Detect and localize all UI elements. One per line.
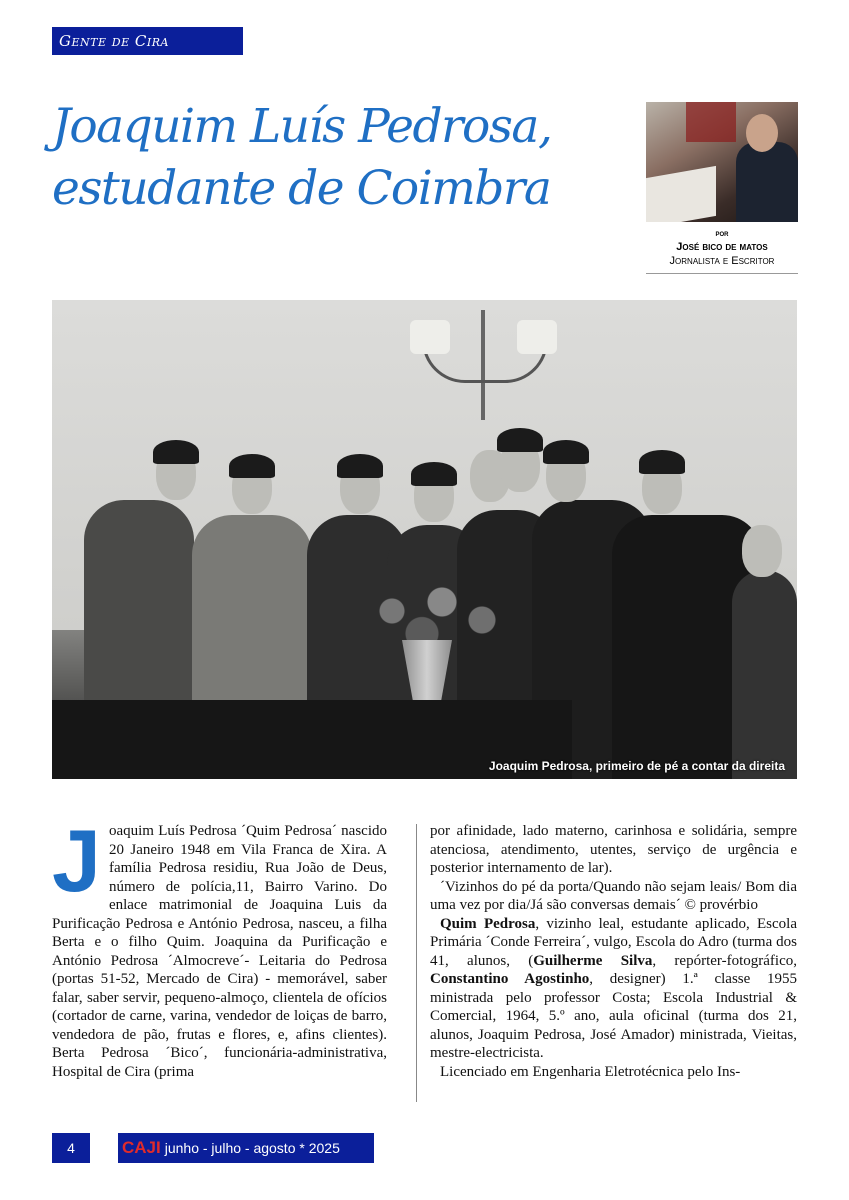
person-1-hair bbox=[153, 440, 199, 464]
person-7-hair bbox=[543, 440, 589, 464]
person-2-hair bbox=[229, 454, 275, 478]
paragraph-3-text-1: , vizinho leal, estudante aplicado, Escola Primária ´Conde Ferreira´, vulgo, Escola do Adro (turma dos 41, alunos, ( bbox=[430, 915, 797, 969]
byline-author: José bico de matos bbox=[676, 241, 768, 253]
article-paragraph-1: por afinidade, lado materno, carinhosa e solidária, sempre atenciosa, atendimento, utentes, serviço de urgência e posterior internamento de lar). bbox=[430, 823, 797, 876]
column-divider bbox=[416, 824, 417, 1102]
article-left-text: oaquim Luís Pedrosa ´Quim Pedrosa´ nascido 20 Janeiro 1948 em Vila Franca de Xira. A família Pedrosa residiu, Rua João de Deus, número de polícia,11, Bairro Varino. Do enlace matrimonial de Joaquina Luis da Purificação Pedrosa e António Pedrosa, nasceu, a filha Berta e o filho Quim. Joaquina da Purificação e António Pedrosa ´Almocreve´- Leitaria do Pedrosa (portas 51-52, Mercado de Cira) - memorável, saber falar, saber servir, pequeno-almoço, clientela de ofícios (cortador de carne, varina, vendedor de loiças de barro, vendedora de pão, frutas e flores, e, afins clientes). Berta Pedrosa ´Bico´, funcionária-administrativa, Hospital de Cira (prima bbox=[52, 823, 387, 1080]
author-photo bbox=[646, 102, 798, 222]
author-photo-background bbox=[686, 102, 736, 142]
person-6-hair bbox=[497, 428, 543, 452]
byline-role: Jornalista e Escritor bbox=[669, 255, 775, 267]
lamp-shade-left bbox=[410, 320, 450, 354]
article-paragraph-2: ´Vizinhos do pé da porta/Quando não sejam leais/ Bom dia uma vez por dia/Já são conversas demais´ © provérbio bbox=[430, 878, 797, 913]
main-photo bbox=[52, 300, 797, 779]
person-4-hair bbox=[411, 462, 457, 486]
byline-por: por bbox=[715, 228, 729, 238]
bold-name-constantino: Constantino Agostinho bbox=[430, 971, 590, 987]
lamp-shade-right bbox=[517, 320, 557, 354]
person-8-hair bbox=[639, 450, 685, 474]
article-title-line-1: Joaquim Luís Pedrosa, bbox=[52, 99, 552, 154]
magazine-issue: junho - julho - agosto * 2025 bbox=[164, 1140, 340, 1156]
bold-name-guilherme: Guilherme Silva bbox=[533, 952, 653, 969]
photo-caption: Joaquim Pedrosa, primeiro de pé a contar da direita bbox=[488, 759, 785, 773]
drop-cap: J bbox=[52, 811, 101, 910]
magazine-footer bbox=[118, 1133, 374, 1163]
magazine-brand: CAJI bbox=[122, 1138, 161, 1157]
section-tag: Gente de Cira bbox=[52, 27, 243, 55]
person-3-hair bbox=[337, 454, 383, 478]
byline-divider bbox=[646, 273, 798, 274]
article-paragraph-3 bbox=[430, 915, 797, 1063]
person-2 bbox=[192, 515, 312, 705]
article-title bbox=[52, 96, 632, 220]
author-photo-papers bbox=[646, 166, 716, 222]
article-paragraph-4: Licenciado em Engenharia Eletrotécnica pelo Ins- bbox=[440, 1063, 741, 1080]
byline bbox=[646, 226, 798, 268]
person-9-face bbox=[742, 525, 782, 577]
author-photo-head bbox=[746, 114, 778, 152]
article-title-line-2: estudante de Coimbra bbox=[52, 161, 551, 216]
article-column-right bbox=[430, 822, 797, 1081]
paragraph-3-text-3: , designer) 1.ª classe 1955 ministrada pelo professor Costa; Escola Industrial & Comercial, 1964, 5.º ano, aula oficinal (turma dos 21, alunos, Joaquim Pedrosa, José Amador) ministrada, Vieitas, mestre-electricista. bbox=[430, 971, 798, 1061]
person-1 bbox=[84, 500, 194, 700]
paragraph-3-text-2: , repórter-fotográfico, bbox=[652, 952, 797, 969]
article-column-left bbox=[52, 811, 387, 1081]
person-9 bbox=[732, 570, 797, 779]
bold-name-quim: Quim Pedrosa bbox=[440, 915, 536, 932]
page-number: 4 bbox=[52, 1133, 90, 1163]
author-photo-figure bbox=[736, 142, 798, 222]
